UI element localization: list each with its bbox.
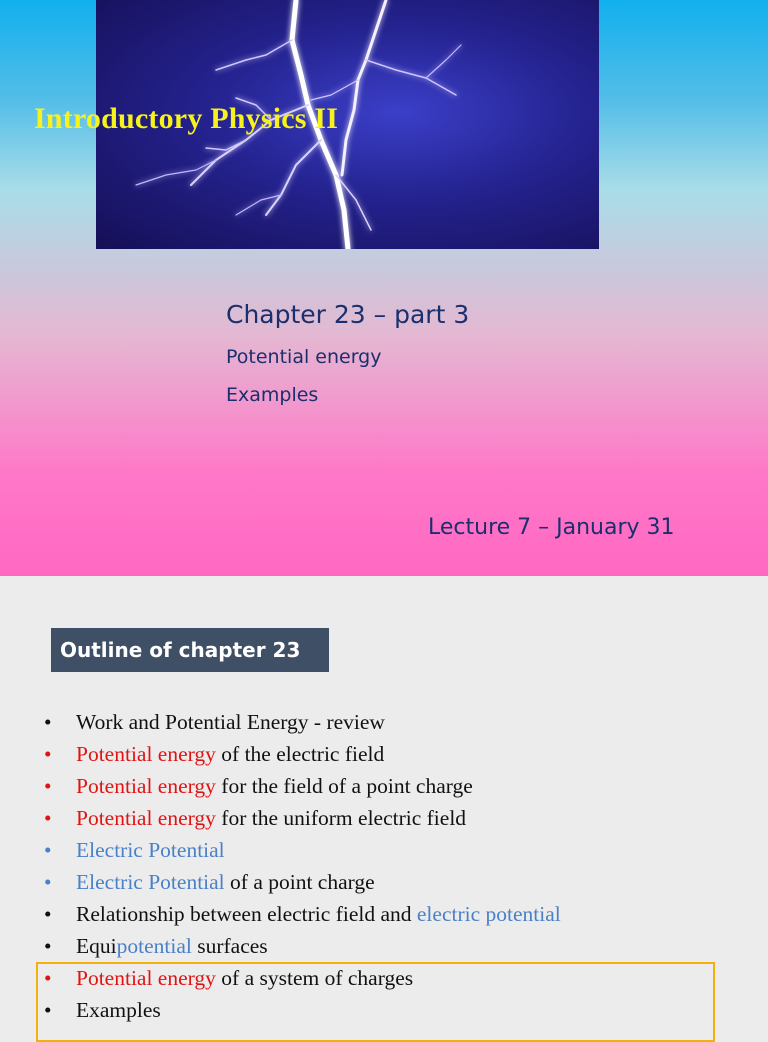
bullet-icon: • [44,774,52,798]
outline-title: Outline of chapter 23 [51,628,329,672]
bullet-icon: • [44,838,52,862]
bullet-icon: • [44,934,52,958]
bullet-icon: • [44,870,52,894]
outline-slide [0,576,768,1024]
bullet-icon: • [44,966,52,990]
chapter-title: Chapter 23 – part 3 [226,300,470,329]
bullet-icon: • [44,998,52,1022]
outline-item: • Potential energy of the electric field [44,738,561,770]
course-title: Introductory Physics II [34,102,339,135]
lecture-info: Lecture 7 – January 31 [428,515,675,540]
outline-item: • Examples [44,994,561,1026]
bullet-icon: • [44,806,52,830]
outline-item: • Relationship between electric field and electric potential [44,898,561,930]
outline-item: • Work and Potential Energy - review [44,706,561,738]
bullet-icon: • [44,710,52,734]
bullet-icon: • [44,902,52,926]
outline-item: • Potential energy for the uniform electric field [44,802,561,834]
outline-item: • Electric Potential of a point charge [44,866,561,898]
highlight-box [36,962,715,1042]
topic-examples: Examples [226,384,319,406]
outline-item: • Potential energy for the field of a point charge [44,770,561,802]
topic-potential-energy: Potential energy [226,346,382,368]
outline-item: • Potential energy of a system of charges [44,962,561,994]
bullet-icon: • [44,742,52,766]
outline-item: • Equipotential surfaces [44,930,561,962]
outline-item: • Electric Potential [44,834,561,866]
